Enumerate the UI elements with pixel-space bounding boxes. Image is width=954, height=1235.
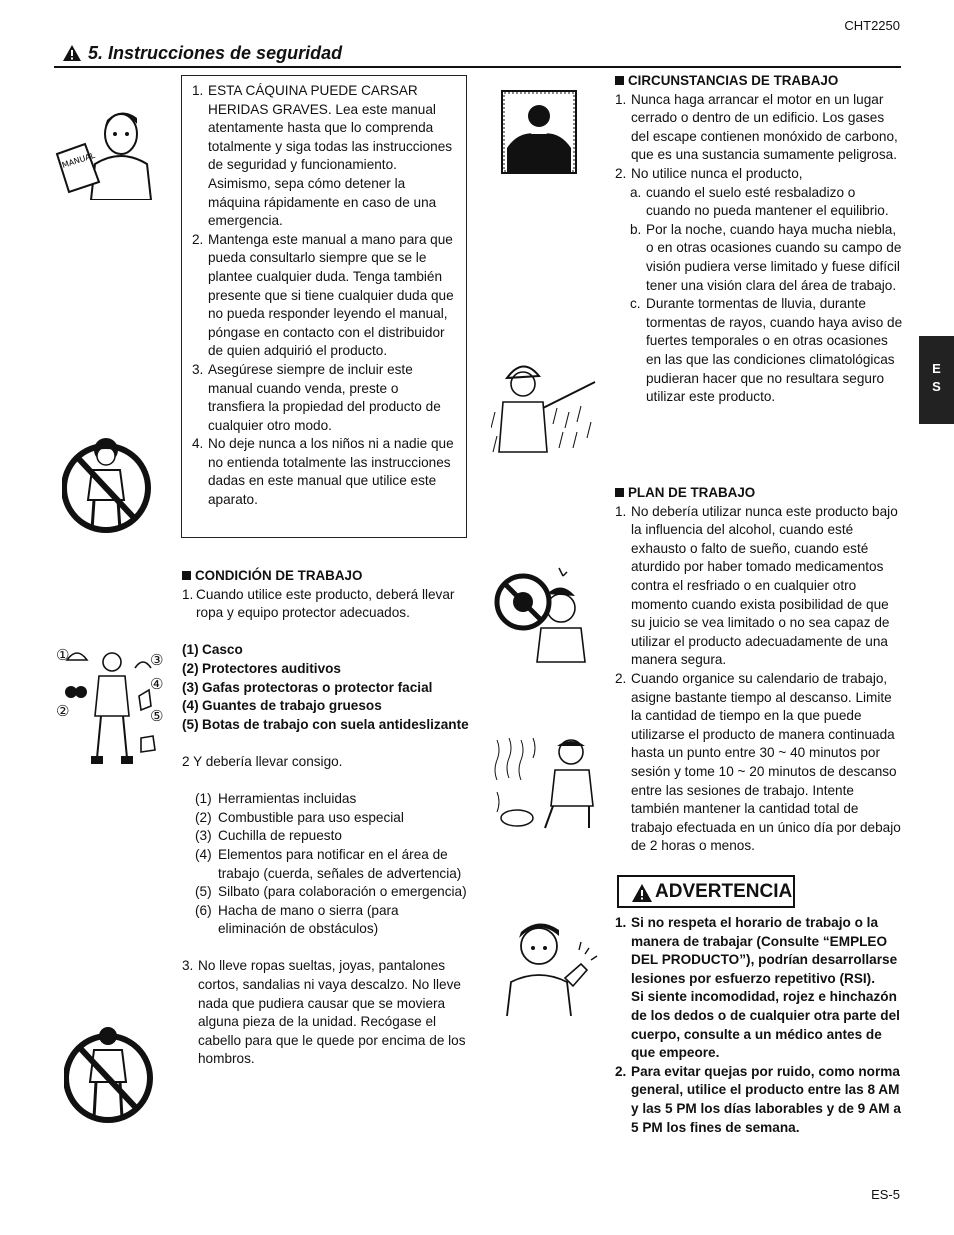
list-item <box>615 1063 903 1137</box>
item-number: 1. <box>615 91 627 107</box>
item-number: b. <box>630 221 642 237</box>
work-condition-section <box>182 567 470 1069</box>
carry-item <box>195 790 470 809</box>
sub-item <box>630 295 903 407</box>
carry-item <box>195 809 470 828</box>
heading-text: CONDICIÓN DE TRABAJO <box>195 568 363 583</box>
item-number: 2. <box>615 165 627 181</box>
item-text: Si no respeta el horario de trabajo o la manera de trabajar (Consulte “EMPLEO DEL PRODUCTO”), podrían desarrollarse lesiones por esfuerzo repetitivo (RSI). <box>631 915 898 986</box>
list-item <box>615 91 903 165</box>
item-number: (6) <box>195 902 212 918</box>
work-plan-section <box>615 484 903 856</box>
heading-text: CIRCUNSTANCIAS DE TRABAJO <box>628 73 839 88</box>
item-text: Durante tormentas de lluvia, durante tormentas de rayos, cuando haya aviso de fuertes temporales o en otras ocasiones en las que las condiciones climatológicas pudieran hacer que no resultara seguro utilizar este producto. <box>646 296 903 405</box>
item-text: Elementos para notificar en el área de trabajo (cuerda, señales de advertencia) <box>218 846 462 881</box>
item-text: Cuando utilice este producto, deberá llevar ropa y equipo protector adecuados. <box>196 586 455 621</box>
item-text: Cuando organice su calendario de trabajo, asigne bastante tiempo al descanso. Limite la cantidad de tiempo en la que puede utilizarse el producto de manera continuada hasta un punto entre 30 ~ 40 minutos por sesión y tome 10 ~ 20 minutos de descanso entre las sesiones de trabajo. Intente también mantener la cantidad total de trabajo efectuada en un único día por debajo de 2 horas o menos. <box>631 670 901 854</box>
item-text: Casco <box>202 642 243 658</box>
list-item <box>182 957 470 1069</box>
section-title: 5. Instrucciones de seguridad <box>88 43 343 63</box>
gear-item <box>182 697 470 716</box>
resting-worker-illustration <box>493 736 601 832</box>
no-loose-clothing-illustration <box>64 1022 156 1128</box>
list-item <box>182 586 470 623</box>
language-tab-line1: E <box>932 361 941 376</box>
heading-text: PLAN DE TRABAJO <box>628 485 756 500</box>
item-number: (4) <box>195 846 212 862</box>
language-tab <box>919 336 954 424</box>
item-number: (1) <box>195 791 212 807</box>
item-text-continued: Si siente incomodidad, rojez e hinchazón de los dedos o de cualquier otra parte del cuerpo, consulte a un médico antes de que empeore. <box>631 989 900 1061</box>
item-text: No lleve ropas sueltas, joyas, pantalones cortos, sandalias ni vaya descalzo. No lleve nada que pudiera causar que se moviera alguna pieza de la unidad. Recógase el cabello para que le quede por encima de los hombros. <box>198 958 466 1067</box>
item-text: Nunca haga arrancar el motor en un lugar cerrado o dentro de un edificio. Los gases del escape contienen monóxido de carbono, que es una sustancia sumamente peligrosa. <box>631 91 898 163</box>
list-item <box>615 503 903 670</box>
no-children-illustration <box>62 434 154 538</box>
hand-pain-illustration <box>501 920 599 1018</box>
item-number: 1. <box>182 586 194 602</box>
item-number: (1) <box>182 642 199 658</box>
page-number: ES-5 <box>871 1187 900 1202</box>
square-bullet-icon <box>615 488 624 497</box>
item-text: Protectores auditivos <box>202 660 341 676</box>
item-number: 1. <box>615 503 627 519</box>
item-text: No utilice nunca el producto, <box>631 165 803 181</box>
list-item <box>615 914 903 1063</box>
item-number: (3) <box>182 679 199 695</box>
worker-in-rain-illustration <box>491 352 603 454</box>
item-number: (3) <box>195 828 212 844</box>
item-number: 3. <box>192 361 204 377</box>
item-text: Para evitar quejas por ruido, como norma general, utilice el producto entre las 8 AM y las 5 PM los días laborables y de 9 AM a 5 PM los fines de semana. <box>631 1063 901 1135</box>
item-number: 2. <box>615 1063 627 1079</box>
no-alcohol-fatigue-illustration <box>489 558 601 664</box>
item-number: 2. <box>192 231 204 247</box>
square-bullet-icon <box>615 76 624 85</box>
item-number: 2. <box>615 670 627 686</box>
item-text: Guantes de trabajo gruesos <box>202 698 382 714</box>
man-reading-manual-illustration <box>55 104 155 200</box>
item-number: 1. <box>615 915 627 930</box>
item-number: 1. <box>192 83 204 98</box>
item-number: c. <box>630 296 641 312</box>
square-bullet-icon <box>182 571 191 580</box>
item-text: No debería utilizar nunca este producto bajo la influencia del alcohol, cuando esté exhausto o falto de sueño, cuando esté aturdido por haber tomado medicamentos contra el resfriado o en cualquier otro momento cuando exista posibilidad de que su juicio se vea limitado o no sea capaz de utilizar el producto adecuadamente de una manera segura. <box>631 503 898 668</box>
section-header <box>54 40 901 68</box>
item-text: Hacha de mano o sierra (para eliminación de obstáculos) <box>218 902 399 937</box>
gear-item <box>182 660 470 679</box>
item-text: Herramientas incluidas <box>218 791 357 807</box>
item-text: Cuchilla de repuesto <box>218 828 342 844</box>
section-heading <box>615 484 903 503</box>
item-number: a. <box>630 184 642 200</box>
gear-item <box>182 716 470 735</box>
item-text: Por la noche, cuando haya mucha niebla, o en otras ocasiones cuando su campo de visión pudiera verse limitado y fuese difícil tener una visión clara del área de trabajo. <box>646 221 902 293</box>
gear-item <box>182 679 470 698</box>
item-text: Mantenga este manual a mano para que pueda consultarlo siempre que se le plantee cualquier duda. Tenga también presente que si tiene cualquier duda que no pueda responder leyendo el manual, póngase en contacto con el distribuidor de quien adquirió el producto. <box>208 231 454 359</box>
svg-text:MANUAL: MANUAL <box>60 150 97 170</box>
item-text: ESTA CÁQUINA PUEDE CARSAR HERIDAS GRAVES. Lea este manual atentamente hasta que lo comprenda totalmente y siga todas las instrucciones de seguridad y funcionamiento. Asimismo, sepa cómo detener la máquina rápidamente en caso de una emergencia. <box>208 83 453 229</box>
item-text: No deje nunca a los niños ni a nadie que no entienda totalmente las instrucciones dadas en este manual que utilice este aparato. <box>208 436 454 508</box>
sub-item <box>630 221 903 295</box>
sub-item <box>630 184 903 221</box>
item-text: Combustible para uso especial <box>218 809 404 825</box>
gear-item <box>182 641 470 660</box>
gear-marker-2: ② <box>56 703 70 720</box>
gear-marker-3: ③ <box>150 652 164 669</box>
gear-marker-5: ⑤ <box>150 708 164 725</box>
carry-item <box>195 902 470 939</box>
carry-intro: 2 Y debería llevar consigo. <box>182 753 343 769</box>
list-item <box>192 82 458 231</box>
general-safety-box <box>181 75 467 538</box>
item-number: (2) <box>182 660 199 676</box>
item-text: Asegúrese siempre de incluir este manual cuando venda, preste o transfiera la propiedad del producto de cualquier otro modo. <box>208 361 441 433</box>
carry-item <box>195 883 470 902</box>
model-number: CHT2250 <box>844 18 900 33</box>
work-circumstances-section <box>615 72 903 407</box>
carry-item <box>195 846 470 883</box>
item-number: (5) <box>195 884 212 900</box>
item-text: Gafas protectoras o protector facial <box>202 679 433 695</box>
list-item <box>615 670 903 856</box>
item-text: cuando el suelo esté resbaladizo o cuando no pueda mantener el equilibrio. <box>646 184 889 219</box>
gear-marker-4: ④ <box>150 676 164 693</box>
warning-label: ADVERTENCIA <box>655 881 793 902</box>
item-text: Botas de trabajo con suela antideslizante <box>202 716 469 732</box>
exhaust-gas-hazard-icon <box>501 90 577 174</box>
section-heading <box>182 567 470 586</box>
item-text: Silbato (para colaboración o emergencia) <box>218 884 467 900</box>
item-number: 3. <box>182 958 194 974</box>
list-item <box>192 231 458 361</box>
list-item <box>192 361 458 435</box>
gear-marker-1: ① <box>56 647 70 664</box>
item-number: 4. <box>192 436 204 452</box>
carry-item <box>195 827 470 846</box>
section-heading <box>615 72 903 91</box>
language-tab-line2: S <box>932 379 941 394</box>
item-number: (2) <box>195 809 212 825</box>
list-item <box>192 435 458 509</box>
item-number: (5) <box>182 716 199 732</box>
warning-section <box>615 914 903 1137</box>
warning-label-box <box>617 875 795 908</box>
warning-triangle-icon <box>631 883 653 903</box>
warning-triangle-icon <box>62 44 82 62</box>
list-item <box>615 165 903 184</box>
item-number: (4) <box>182 698 199 714</box>
